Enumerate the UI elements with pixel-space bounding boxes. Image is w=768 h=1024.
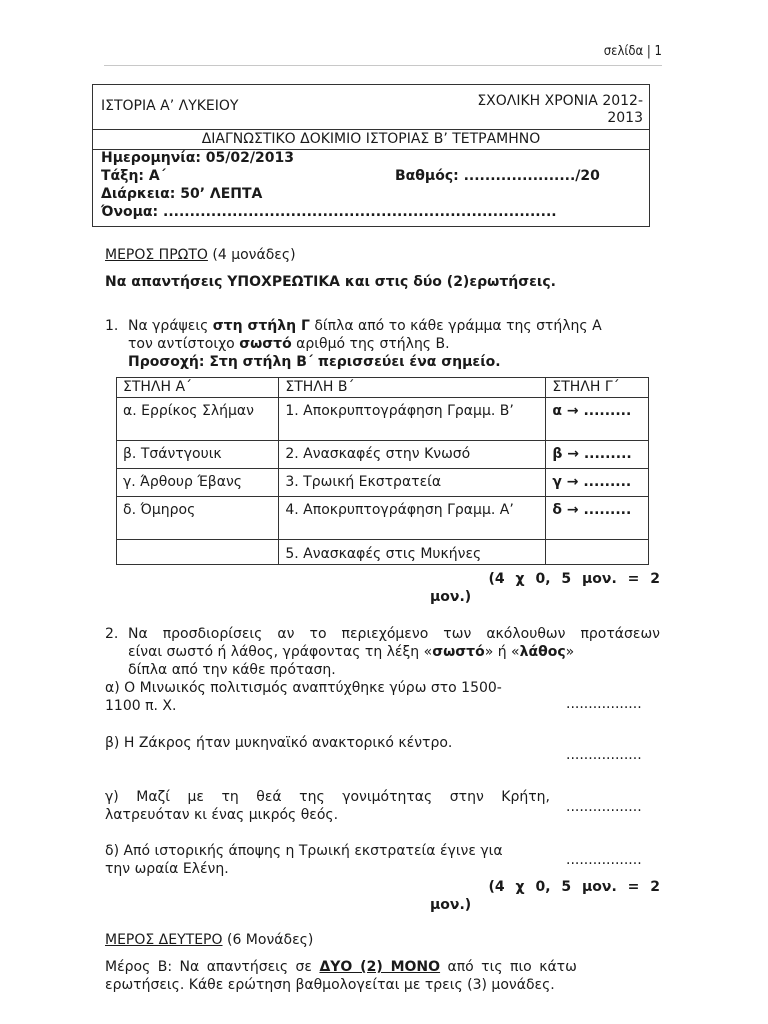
- cell-a: γ. Άρθουρ Έβανς: [117, 469, 279, 497]
- part2-text-part: Μέρος Β: Να απαντήσεις σε: [105, 959, 320, 975]
- q2-item-line: 1100 π. Χ.: [105, 698, 177, 714]
- part2-instruction-line1: [105, 958, 660, 976]
- grade-field: Βαθμός: ...................../20: [395, 168, 600, 184]
- q1-note: Προσοχή: Στη στήλη Β΄ περισσεύει ένα σημείο.: [128, 354, 501, 370]
- cell-b: 1. Αποκρυπτογράφηση Γραμμ. Β’: [279, 398, 546, 441]
- q2-bold-wrong: λάθος: [519, 644, 566, 660]
- score-q1-line2: μον.): [430, 589, 472, 605]
- part2-bold-count: ΔΥΟ (2) ΜΟΝΟ: [319, 959, 441, 975]
- q2-item-b: β) Η Ζάκρος ήταν μυκηναϊκό ανακτορικό κέντρο.: [105, 735, 453, 751]
- table-header-g: ΣΤΗΛΗ Γ΄: [546, 378, 649, 398]
- table-row: [117, 398, 649, 441]
- q1-bold-column: στη στήλη Γ: [212, 318, 310, 334]
- q1-text: [128, 317, 662, 371]
- cell-g: β → .........: [546, 441, 649, 469]
- q2-text-part: είναι σωστό ή λάθος, γράφοντας τη λέξη «: [128, 644, 433, 660]
- answer-blank: .................: [566, 747, 642, 763]
- header-row-top: [93, 85, 649, 130]
- q2-bold-correct: σωστό: [432, 644, 485, 660]
- score-q1-line1: (4 χ 0, 5 μον. = 2: [488, 571, 660, 587]
- answer-blank: .................: [566, 696, 642, 712]
- score-q1: [430, 570, 660, 588]
- q1-bold-correct: σωστό: [239, 336, 292, 352]
- table-header-row: [117, 378, 649, 398]
- subject-label: ΙΣΤΟΡΙΑ Α’ ΛΥΚΕΙΟΥ: [101, 98, 239, 114]
- q2-item-a: [105, 679, 502, 715]
- cell-b: 2. Ανασκαφές στην Κνωσό: [279, 441, 546, 469]
- q2-item-line: την ωραία Ελένη.: [105, 861, 229, 877]
- exam-header-box: [92, 84, 650, 227]
- date-field: Ημερομηνία: 05/02/2013: [101, 150, 294, 166]
- q2-item-line: δ) Από ιστορικής άποψης η Τρωική εκστρατεία έγινε για: [105, 843, 503, 859]
- q2-item-line: γ) Μαζί με τη θεά της γονιμότητας στην Κρήτη,: [105, 789, 550, 805]
- cell-a: [117, 540, 279, 565]
- q2-item-line: α) Ο Μινωικός πολιτισμός αναπτύχθηκε γύρω στο 1500-: [105, 680, 502, 696]
- school-year: [423, 93, 643, 127]
- part2-heading: [105, 931, 313, 949]
- part1-instruction: Να απαντήσεις ΥΠΟΧΡΕΩΤΙΚΑ και στις δύο (2)ερωτήσεις.: [105, 274, 556, 290]
- q1-number: 1.: [105, 318, 119, 334]
- cell-g: γ → .........: [546, 469, 649, 497]
- table-row: [117, 540, 649, 565]
- q2-line3: δίπλα από την κάθε πρόταση.: [128, 662, 336, 678]
- part1-heading: [105, 246, 296, 264]
- score-q2-line2: μον.): [430, 897, 472, 913]
- cell-b: 5. Ανασκαφές στις Μυκήνες: [279, 540, 546, 565]
- school-year-line1: ΣΧΟΛΙΚΗ ΧΡΟΝΙΑ 2012-: [477, 93, 643, 109]
- matching-table: [116, 377, 649, 565]
- cell-b: 3. Τρωική Εκστρατεία: [279, 469, 546, 497]
- q2-number: 2.: [105, 626, 119, 642]
- exam-title: ΔΙΑΓΝΩΣΤΙΚΟ ΔΟΚΙΜΙΟ ΙΣΤΟΡΙΑΣ Β’ ΤΕΤΡΑΜΗΝΟ: [93, 129, 649, 150]
- cell-b: 4. Αποκρυπτογράφηση Γραμμ. Α’: [279, 497, 546, 540]
- cell-g: δ → .........: [546, 497, 649, 540]
- cell-g: [546, 540, 649, 565]
- answer-blank: .................: [566, 799, 642, 815]
- score-q2-line1: (4 χ 0, 5 μον. = 2: [488, 879, 660, 895]
- q2-text: [128, 625, 660, 643]
- table-header-b: ΣΤΗΛΗ Β΄: [279, 378, 546, 398]
- q2-item-d: [105, 842, 503, 878]
- answer-blank: .................: [566, 852, 642, 868]
- q1-text-part: τον αντίστοιχο: [128, 336, 240, 352]
- table-row: [117, 441, 649, 469]
- part2-instruction-line2: ερωτήσεις. Κάθε ερώτηση βαθμολογείται με τρεις (3) μονάδες.: [105, 977, 555, 993]
- q2-text-part: » ή «: [484, 644, 520, 660]
- q2-line1: Να προσδιορίσεις αν το περιεχόμενο των ακόλουθων προτάσεων: [128, 626, 660, 642]
- q1-text-part: Να γράψεις: [128, 318, 213, 334]
- duration-field: Διάρκεια: 50’ ΛΕΠΤΑ: [101, 186, 263, 202]
- q2-item-c: [105, 788, 550, 824]
- cell-a: δ. Όμηρος: [117, 497, 279, 540]
- student-info: [101, 149, 557, 221]
- part2-points: (6 Μονάδες): [226, 932, 314, 948]
- q1-text-part: δίπλα από το κάθε γράμμα της στήλης Α: [309, 318, 602, 334]
- q2-text-part: »: [565, 644, 575, 660]
- cell-a: β. Τσάντγουικ: [117, 441, 279, 469]
- q2-item-line: λατρευόταν κι ένας μικρός θεός.: [105, 807, 339, 823]
- part2-text-part: από τις πιο κάτω: [440, 959, 577, 975]
- q2-line2: [128, 643, 660, 661]
- table-row: [117, 469, 649, 497]
- name-field: Όνομα: ..........................................................................: [101, 204, 557, 220]
- part1-title: ΜΕΡΟΣ ΠΡΩΤΟ: [105, 247, 208, 263]
- school-year-line2: 2013: [607, 110, 643, 126]
- q1-text-part: αριθμό της στήλης Β.: [291, 336, 450, 352]
- page-number: σελίδα | 1: [603, 44, 662, 59]
- table-row: [117, 497, 649, 540]
- cell-g: α → .........: [546, 398, 649, 441]
- cell-a: α. Ερρίκος Σλήμαν: [117, 398, 279, 441]
- table-header-a: ΣΤΗΛΗ Α΄: [117, 378, 279, 398]
- part1-points: (4 μονάδες): [212, 247, 296, 263]
- part2-title: ΜΕΡΟΣ ΔΕΥΤΕΡΟ: [105, 932, 223, 948]
- class-field: Τάξη: Α΄: [101, 168, 166, 184]
- header-rule: [104, 65, 662, 66]
